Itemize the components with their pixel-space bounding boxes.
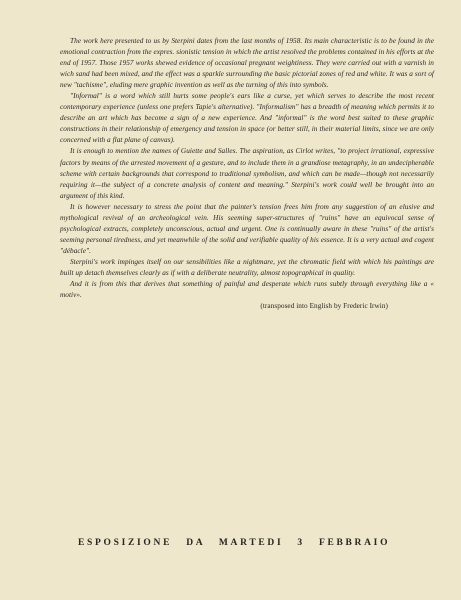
- translator-credit: (transposed into English by Frederic Irwin): [260, 302, 388, 311]
- essay-paragraph-6: And it is from this that derives that something of painful and desperate which runs subtly through everything like a « motiv».: [60, 280, 434, 300]
- exhibition-date-line: ESPOSIZIONE DA MARTEDI 3 FEBBRAIO: [78, 538, 391, 548]
- essay-text: [60, 36, 434, 312]
- essay-paragraph-4: It is however necessary to stress the point that the painter's tension frees him from any suggestion of an elusive and mythological revival of an archeological vein. His seeming super-structures of "ruins" have an equivocal sense of psychological extracts, completely unconscious, actual and urgent. One is continually aware in these "ruins" of the artist's seeming personal tiredness, and yet meanwhile of the solid and verifiable quality of his essence. It is a very actual and cogent "débacle".: [60, 202, 434, 255]
- essay-paragraph-2: "Informal" is a word which still hurts some people's ears like a curse, yet which serves to describe the most recent contemporary experience (unless one prefers Tapie's alternative). "Informalism" has a breadth of meaning which permits it to describe an art which has become a sign of a new experience. And "informal" is the word best suited to these graphic constructions in their relationship of emergency and tension in space (or better still, in their material limits, since we are only concerned with a flat plane of canvas).: [60, 92, 434, 145]
- essay-paragraph-5: Sterpini's work impinges itself on our sensibilities like a nightmare, yet the chromatic field with which his paintings are built up detach themselves clearly as if with a deliberate neutrality, almost topographical in quality.: [60, 257, 434, 277]
- essay-paragraph-1: The work here presented to us by Sterpini dates from the last months of 1958. Its main characteristic is to be found in the emotional contraction from the expres. sionistic tension in which the artist resolved the problems contained in his efforts at the end of 1957. Those 1957 works shewed evidence of occasional pregnant weightiness. They were carried out with a varnish in wich sand had been mixed, and the effect was a sparkle surrounding the basic pictorial zones of red and white. It was a sort of new "tachisme", eluding mere graphic invention as well as the turning of this into symbols.: [60, 37, 434, 90]
- essay-paragraph-3: It is enough to mention the names of Guiette and Salles. The aspiration, as Cirlot writes, "to project irrational, expressive factors by means of the arrested movement of a gesture, and to include them in a grandiose metagraphy, in an undecipherable scheme with certain backgrounds that correspond to traditional symbolism, and which can be made—though not necessarily requiring it—the subject of a concrete analysis of content and meaning." Sterpini's work could well be brought into an argument of this kind.: [60, 147, 434, 200]
